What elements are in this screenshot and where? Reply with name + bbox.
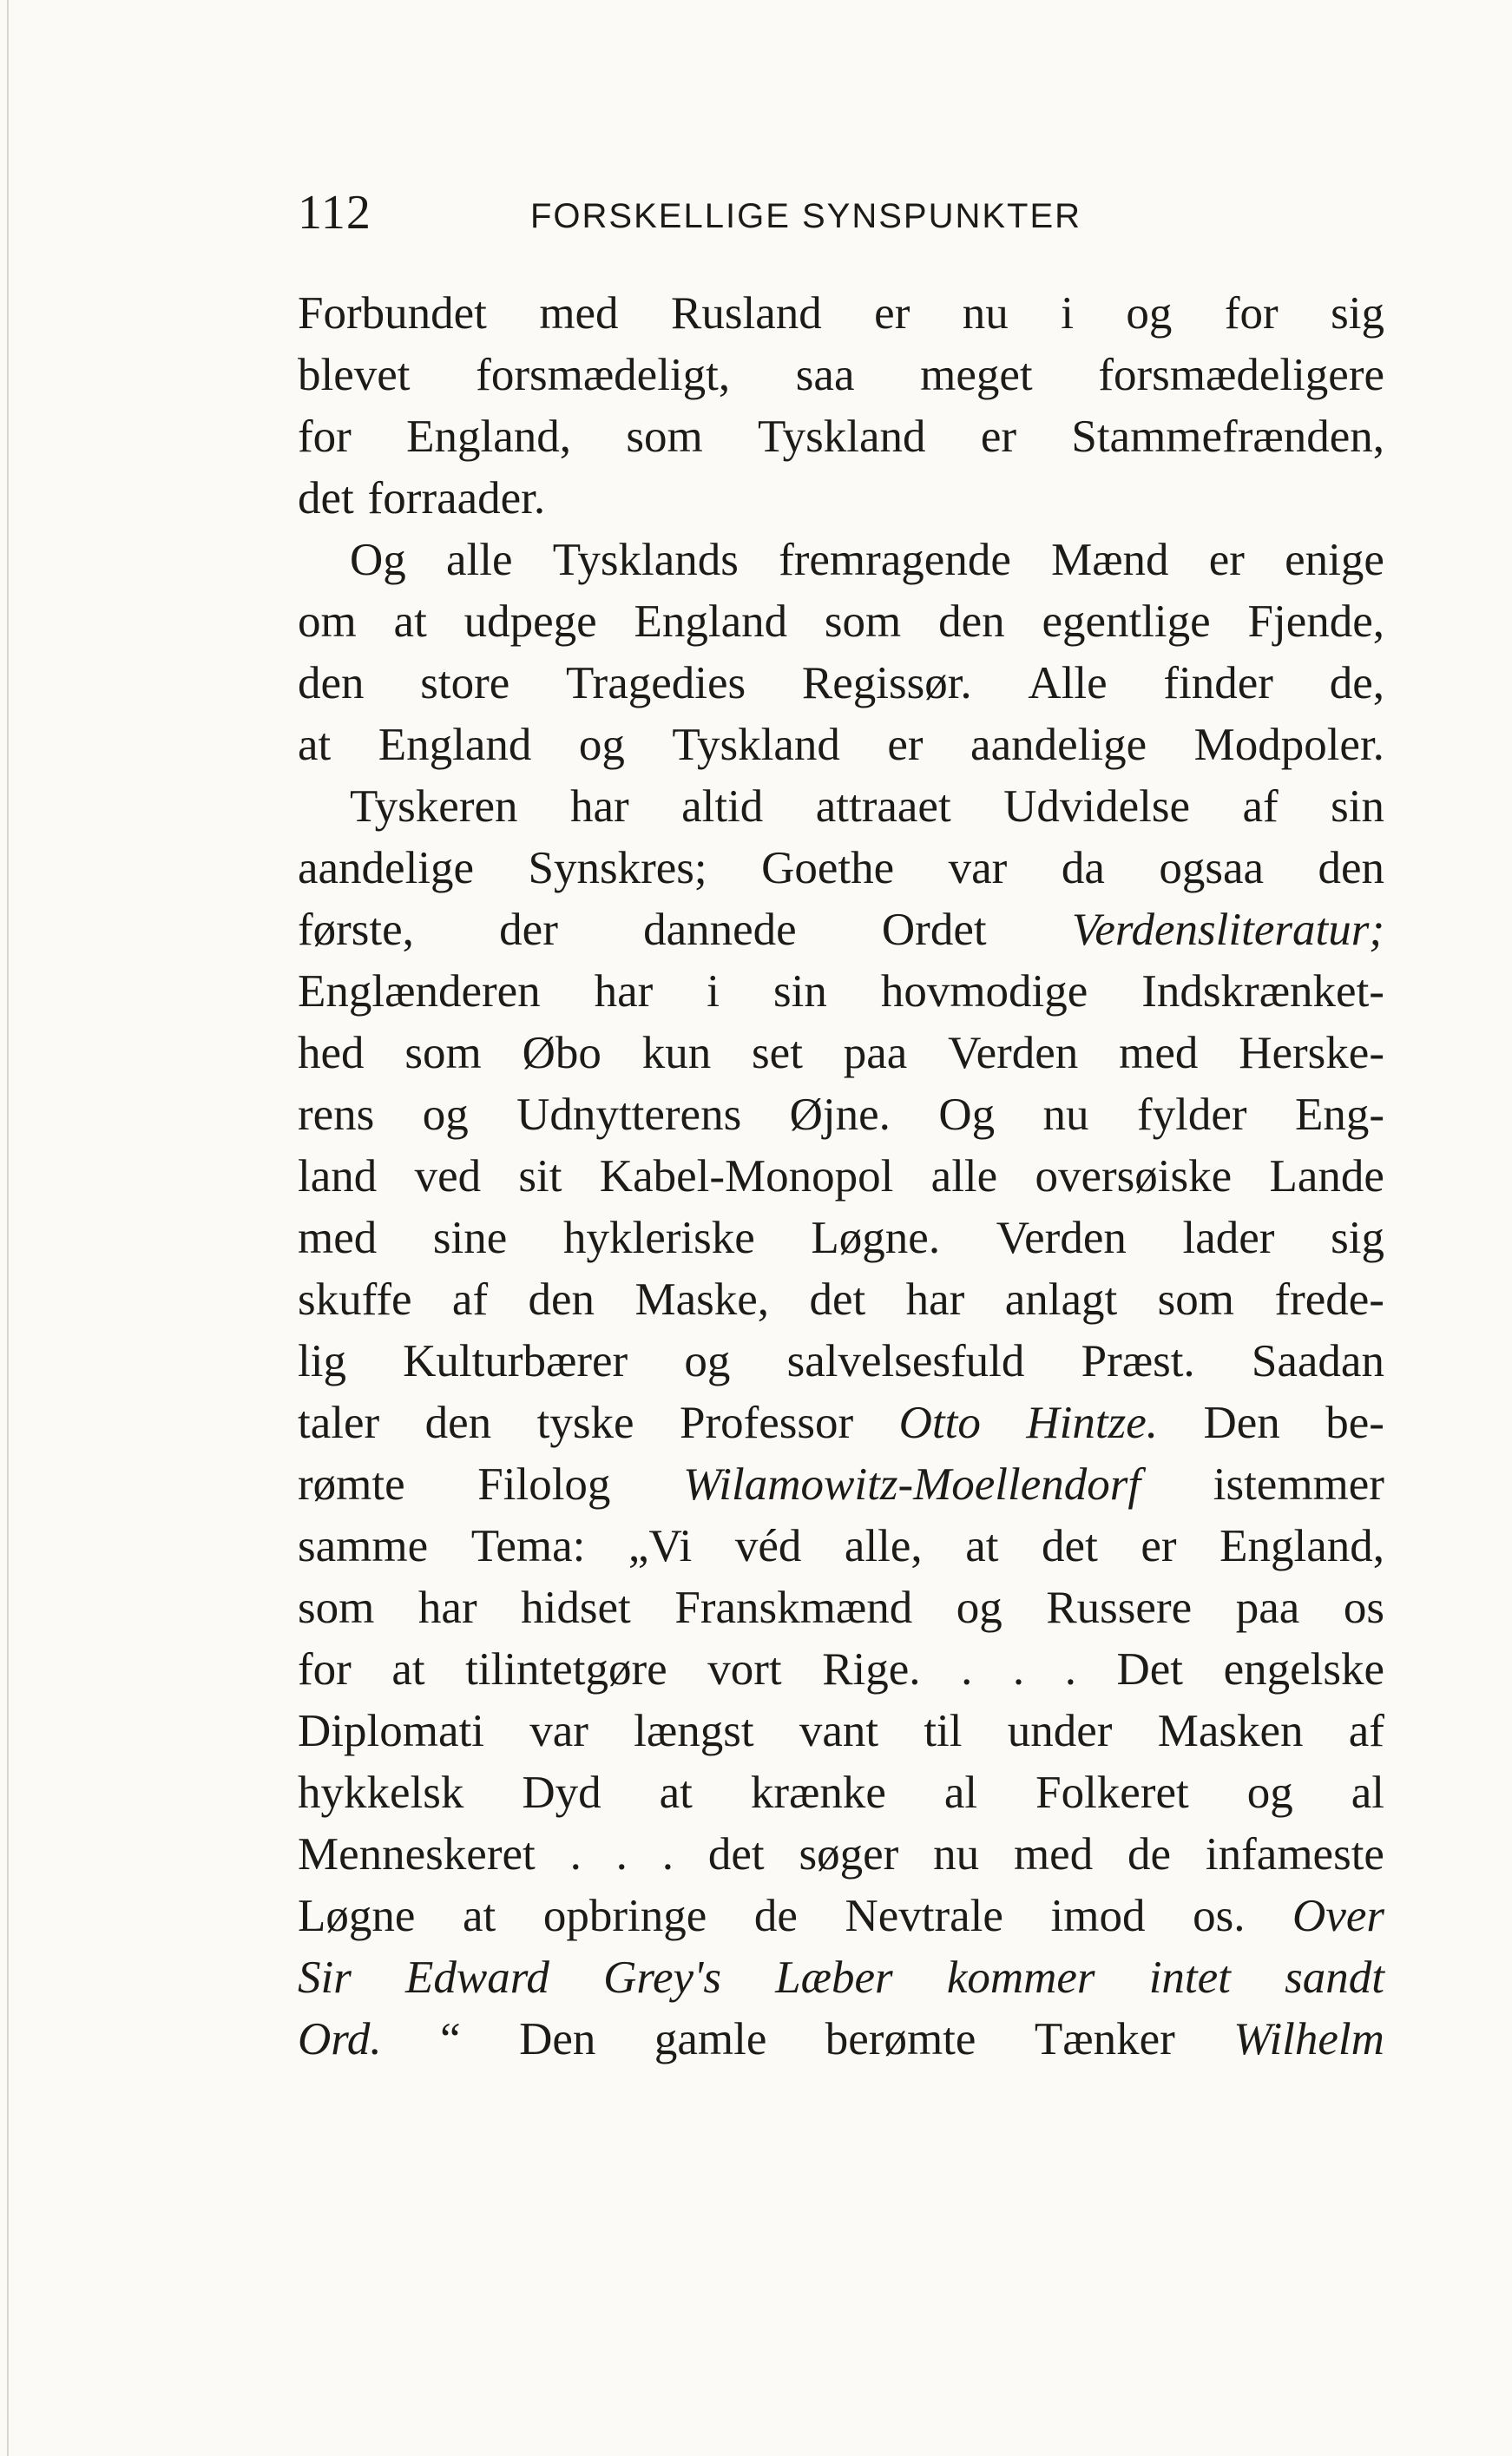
word: af xyxy=(1348,1706,1384,1756)
word: Tragedies xyxy=(566,658,746,708)
italic-word: kommer xyxy=(946,1952,1095,2003)
word: og xyxy=(1246,1768,1293,1818)
word: de xyxy=(1127,1829,1172,1880)
word: Udvidelse xyxy=(1003,781,1191,832)
word: Regissør. xyxy=(801,658,972,708)
word: og xyxy=(422,1090,469,1140)
word: var xyxy=(948,843,1008,893)
word: taler xyxy=(298,1398,380,1448)
word: har xyxy=(569,781,629,832)
word: Lande xyxy=(1269,1151,1384,1202)
word: er xyxy=(980,412,1017,462)
word: krænke xyxy=(750,1768,886,1818)
word: . xyxy=(661,1829,674,1880)
word: Og xyxy=(350,535,406,585)
word: Tyskland xyxy=(672,720,840,770)
word: med xyxy=(298,1213,378,1263)
word: al xyxy=(1351,1768,1384,1818)
word: de, xyxy=(1329,658,1384,708)
word: Dyd xyxy=(522,1768,602,1818)
word: den xyxy=(1318,843,1384,893)
text-line xyxy=(298,1208,1384,1269)
word: os xyxy=(1343,1583,1384,1633)
word: første, xyxy=(298,905,414,955)
word: fylder xyxy=(1136,1090,1247,1140)
word: be- xyxy=(1325,1398,1384,1448)
text-line xyxy=(298,714,1384,776)
text-line xyxy=(298,406,1384,468)
word: som xyxy=(824,596,902,647)
word: Alle xyxy=(1028,658,1108,708)
word: og xyxy=(578,720,625,770)
word: med xyxy=(539,288,619,339)
word: al xyxy=(943,1768,978,1818)
word: har xyxy=(417,1583,477,1633)
word: “ xyxy=(440,2014,461,2064)
word: har xyxy=(594,966,654,1017)
word: blevet xyxy=(298,350,411,400)
word: Forbundet xyxy=(298,288,487,339)
italic-word: intet xyxy=(1148,1952,1231,2003)
text-line xyxy=(298,838,1384,899)
word: det xyxy=(1042,1521,1098,1571)
word: hidset xyxy=(521,1583,631,1633)
word: sit xyxy=(518,1151,562,1202)
word: imod xyxy=(1050,1891,1146,1941)
word: Tysklands xyxy=(552,535,739,585)
text-line xyxy=(298,1577,1384,1639)
word: Rige. xyxy=(822,1644,921,1695)
word: Folkeret xyxy=(1035,1768,1189,1818)
word: at xyxy=(391,1644,425,1695)
word: tyske xyxy=(536,1398,634,1448)
word: . xyxy=(569,1829,582,1880)
page-header xyxy=(298,174,1166,252)
word: Ordet xyxy=(881,905,987,955)
word: med xyxy=(1119,1028,1199,1078)
word: rens xyxy=(298,1090,375,1140)
word: Mænd xyxy=(1051,535,1169,585)
text-line xyxy=(298,1762,1384,1824)
word: Nevtrale xyxy=(845,1891,1003,1941)
italic-word: Verdensliteratur; xyxy=(1071,905,1384,955)
word: saa xyxy=(795,350,855,400)
word: Kulturbærer xyxy=(403,1336,628,1386)
word: infameste xyxy=(1205,1829,1384,1880)
word: engelske xyxy=(1223,1644,1384,1695)
text-line xyxy=(298,345,1384,406)
word: Diplomati xyxy=(298,1706,484,1756)
text-line xyxy=(298,1393,1384,1454)
word: istemmer xyxy=(1213,1459,1384,1510)
italic-word: Læber xyxy=(775,1952,893,2003)
word: forsmædeligt, xyxy=(476,350,731,400)
word: . xyxy=(961,1644,973,1695)
word: den xyxy=(938,596,1005,647)
word: Indskrænket- xyxy=(1141,966,1384,1017)
word: forraader. xyxy=(367,473,546,523)
word: Goethe xyxy=(761,843,895,893)
word: alle xyxy=(445,535,513,585)
word: er xyxy=(874,288,910,339)
word: fremragende xyxy=(779,535,1011,585)
word: Maske, xyxy=(634,1274,770,1325)
word: Og xyxy=(938,1090,996,1140)
italic-word: Grey's xyxy=(603,1952,722,2003)
word: . xyxy=(615,1829,628,1880)
word: Udnytterens xyxy=(516,1090,742,1140)
word: har xyxy=(905,1274,965,1325)
word: ogsaa xyxy=(1159,843,1264,893)
word: os. xyxy=(1193,1891,1246,1941)
word: Øjne. xyxy=(789,1090,891,1140)
word: aandelige xyxy=(298,843,475,893)
word: Masken xyxy=(1157,1706,1304,1756)
italic-word: sandt xyxy=(1285,1952,1384,2003)
word: de xyxy=(753,1891,798,1941)
word: samme xyxy=(298,1521,429,1571)
text-line xyxy=(298,1084,1384,1146)
word: sin xyxy=(1331,781,1384,832)
word: attraaet xyxy=(815,781,951,832)
word: hovmodige xyxy=(880,966,1088,1017)
word: søger xyxy=(799,1829,899,1880)
word: Menneskeret xyxy=(298,1829,536,1880)
word: Eng- xyxy=(1294,1090,1384,1140)
word: at xyxy=(659,1768,693,1818)
word: Franskmænd xyxy=(674,1583,913,1633)
word: der xyxy=(499,905,558,955)
word: Kabel-Monopol xyxy=(599,1151,894,1202)
word: at xyxy=(965,1521,999,1571)
word: paa xyxy=(1235,1583,1300,1633)
word: da xyxy=(1061,843,1105,893)
word: for xyxy=(298,412,352,462)
word: den xyxy=(424,1398,492,1448)
word: nu xyxy=(933,1829,980,1880)
text-line xyxy=(298,1331,1384,1393)
word: gamle xyxy=(654,2014,767,2064)
word: „Vi xyxy=(628,1521,693,1571)
word: opbringe xyxy=(542,1891,707,1941)
word: nu xyxy=(962,288,1009,339)
word: kun xyxy=(641,1028,712,1078)
text-line xyxy=(298,1516,1384,1577)
word: Verden xyxy=(948,1028,1079,1078)
word: det xyxy=(809,1274,866,1325)
word: er xyxy=(887,720,924,770)
word: vant xyxy=(799,1706,879,1756)
word: tilintetgøre xyxy=(465,1644,667,1695)
word: Tyskland xyxy=(757,412,926,462)
word: udpege xyxy=(463,596,597,647)
text-line xyxy=(298,899,1384,961)
word: i xyxy=(707,966,720,1017)
word: for xyxy=(298,1644,352,1695)
text-line xyxy=(298,776,1384,838)
word: hykleriske xyxy=(562,1213,755,1263)
word: paa xyxy=(843,1028,908,1078)
italic-word: Hintze. xyxy=(1026,1398,1158,1448)
word: . xyxy=(1064,1644,1076,1695)
text-line xyxy=(298,2009,1384,2071)
text-line xyxy=(298,1701,1384,1762)
text-line xyxy=(298,961,1384,1023)
text-line xyxy=(298,1639,1384,1701)
word: det xyxy=(298,473,354,523)
text-line xyxy=(298,1454,1384,1516)
word: var xyxy=(529,1706,588,1756)
word: Rusland xyxy=(671,288,822,339)
italic-word: Otto xyxy=(898,1398,981,1448)
word: Englænderen xyxy=(298,966,541,1017)
word: oversøiske xyxy=(1035,1151,1233,1202)
text-line xyxy=(298,468,1384,530)
word: Det xyxy=(1116,1644,1184,1695)
body-text xyxy=(298,283,1384,2071)
text-line xyxy=(298,1886,1384,1947)
word: Øbo xyxy=(522,1028,602,1078)
word: er xyxy=(1141,1521,1177,1571)
running-head: FORSKELLIGE SYNSPUNKTER xyxy=(530,197,1082,235)
word: er xyxy=(1208,535,1245,585)
word: den xyxy=(528,1274,595,1325)
word: Synskres; xyxy=(528,843,707,893)
word: sin xyxy=(772,966,827,1017)
word: af xyxy=(1242,781,1279,832)
word: Professor xyxy=(679,1398,854,1448)
word: Løgne xyxy=(298,1891,416,1941)
word: Stammefrænden, xyxy=(1071,412,1384,462)
italic-word: Wilhelm xyxy=(1233,2014,1384,2064)
word: dannede xyxy=(643,905,797,955)
word: at xyxy=(298,720,332,770)
word: forsmædeligere xyxy=(1098,350,1384,400)
word: finder xyxy=(1163,658,1273,708)
word: Saadan xyxy=(1251,1336,1384,1386)
word: land xyxy=(298,1151,378,1202)
word: Verden xyxy=(996,1213,1127,1263)
text-line xyxy=(298,653,1384,714)
word: store xyxy=(420,658,510,708)
word: salvelsesfuld xyxy=(786,1336,1025,1386)
word: og xyxy=(956,1583,1003,1633)
text-line xyxy=(298,591,1384,653)
page-edge xyxy=(7,0,9,2456)
italic-word: Wilamowitz-Moellendorf xyxy=(683,1459,1141,1510)
text-line xyxy=(298,1824,1384,1886)
word: alle xyxy=(930,1151,998,1202)
word: meget xyxy=(920,350,1033,400)
word: som xyxy=(626,412,703,462)
word: nu xyxy=(1042,1090,1089,1140)
page-number: 112 xyxy=(298,186,371,240)
word: og xyxy=(1126,288,1173,339)
word: England xyxy=(378,720,532,770)
word: enige xyxy=(1285,535,1384,585)
italic-word: Over xyxy=(1292,1891,1384,1941)
word: alle, xyxy=(844,1521,923,1571)
word: sig xyxy=(1331,1213,1384,1263)
text-line xyxy=(298,283,1384,345)
word: Filolog xyxy=(477,1459,611,1510)
word: skuffe xyxy=(298,1274,412,1325)
word: vort xyxy=(707,1644,782,1695)
word: set xyxy=(752,1028,803,1078)
word: sine xyxy=(432,1213,508,1263)
text-line xyxy=(298,1023,1384,1084)
word: Præst. xyxy=(1081,1336,1195,1386)
word: til xyxy=(924,1706,963,1756)
word: berømte xyxy=(825,2014,976,2064)
word: Herske- xyxy=(1239,1028,1384,1078)
word: Modpoler. xyxy=(1193,720,1384,770)
word: England, xyxy=(1219,1521,1384,1571)
word: længst xyxy=(634,1706,754,1756)
word: i xyxy=(1061,288,1074,339)
text-line xyxy=(298,530,1384,591)
word: Tyskeren xyxy=(350,781,518,832)
word: den xyxy=(298,658,365,708)
word: egentlige xyxy=(1042,596,1211,647)
word: England, xyxy=(406,412,571,462)
word: Løgne. xyxy=(811,1213,941,1263)
word: som xyxy=(404,1028,482,1078)
text-line xyxy=(298,1269,1384,1331)
word: som xyxy=(1157,1274,1235,1325)
italic-word: Sir xyxy=(298,1952,352,2003)
word: hed xyxy=(298,1028,365,1078)
word: altid xyxy=(681,781,764,832)
word: lader xyxy=(1182,1213,1275,1263)
word: sig xyxy=(1331,288,1384,339)
word: anlagt xyxy=(1004,1274,1118,1325)
word: af xyxy=(451,1274,489,1325)
word: for xyxy=(1224,288,1279,339)
word: om xyxy=(298,596,357,647)
word: at xyxy=(393,596,427,647)
word: hykkelsk xyxy=(298,1768,464,1818)
word: Tænker xyxy=(1034,2014,1175,2064)
italic-word: Ord. xyxy=(298,2014,382,2064)
text-line xyxy=(298,1146,1384,1208)
text-line xyxy=(298,1947,1384,2009)
word: Den xyxy=(1203,1398,1280,1448)
word: Fjende, xyxy=(1247,596,1384,647)
word: lig xyxy=(298,1336,346,1386)
word: rømte xyxy=(298,1459,405,1510)
word: at xyxy=(463,1891,496,1941)
word: . xyxy=(1012,1644,1025,1695)
word: det xyxy=(707,1829,765,1880)
word: under xyxy=(1007,1706,1113,1756)
word: aandelige xyxy=(970,720,1147,770)
word: Tema: xyxy=(470,1521,586,1571)
word: som xyxy=(298,1583,375,1633)
word: ved xyxy=(414,1151,482,1202)
word: frede- xyxy=(1274,1274,1384,1325)
word: Den xyxy=(519,2014,596,2064)
italic-word: Edward xyxy=(405,1952,549,2003)
word: Russere xyxy=(1046,1583,1193,1633)
word: England xyxy=(634,596,788,647)
word: véd xyxy=(734,1521,802,1571)
word: med xyxy=(1013,1829,1094,1880)
word: og xyxy=(684,1336,731,1386)
